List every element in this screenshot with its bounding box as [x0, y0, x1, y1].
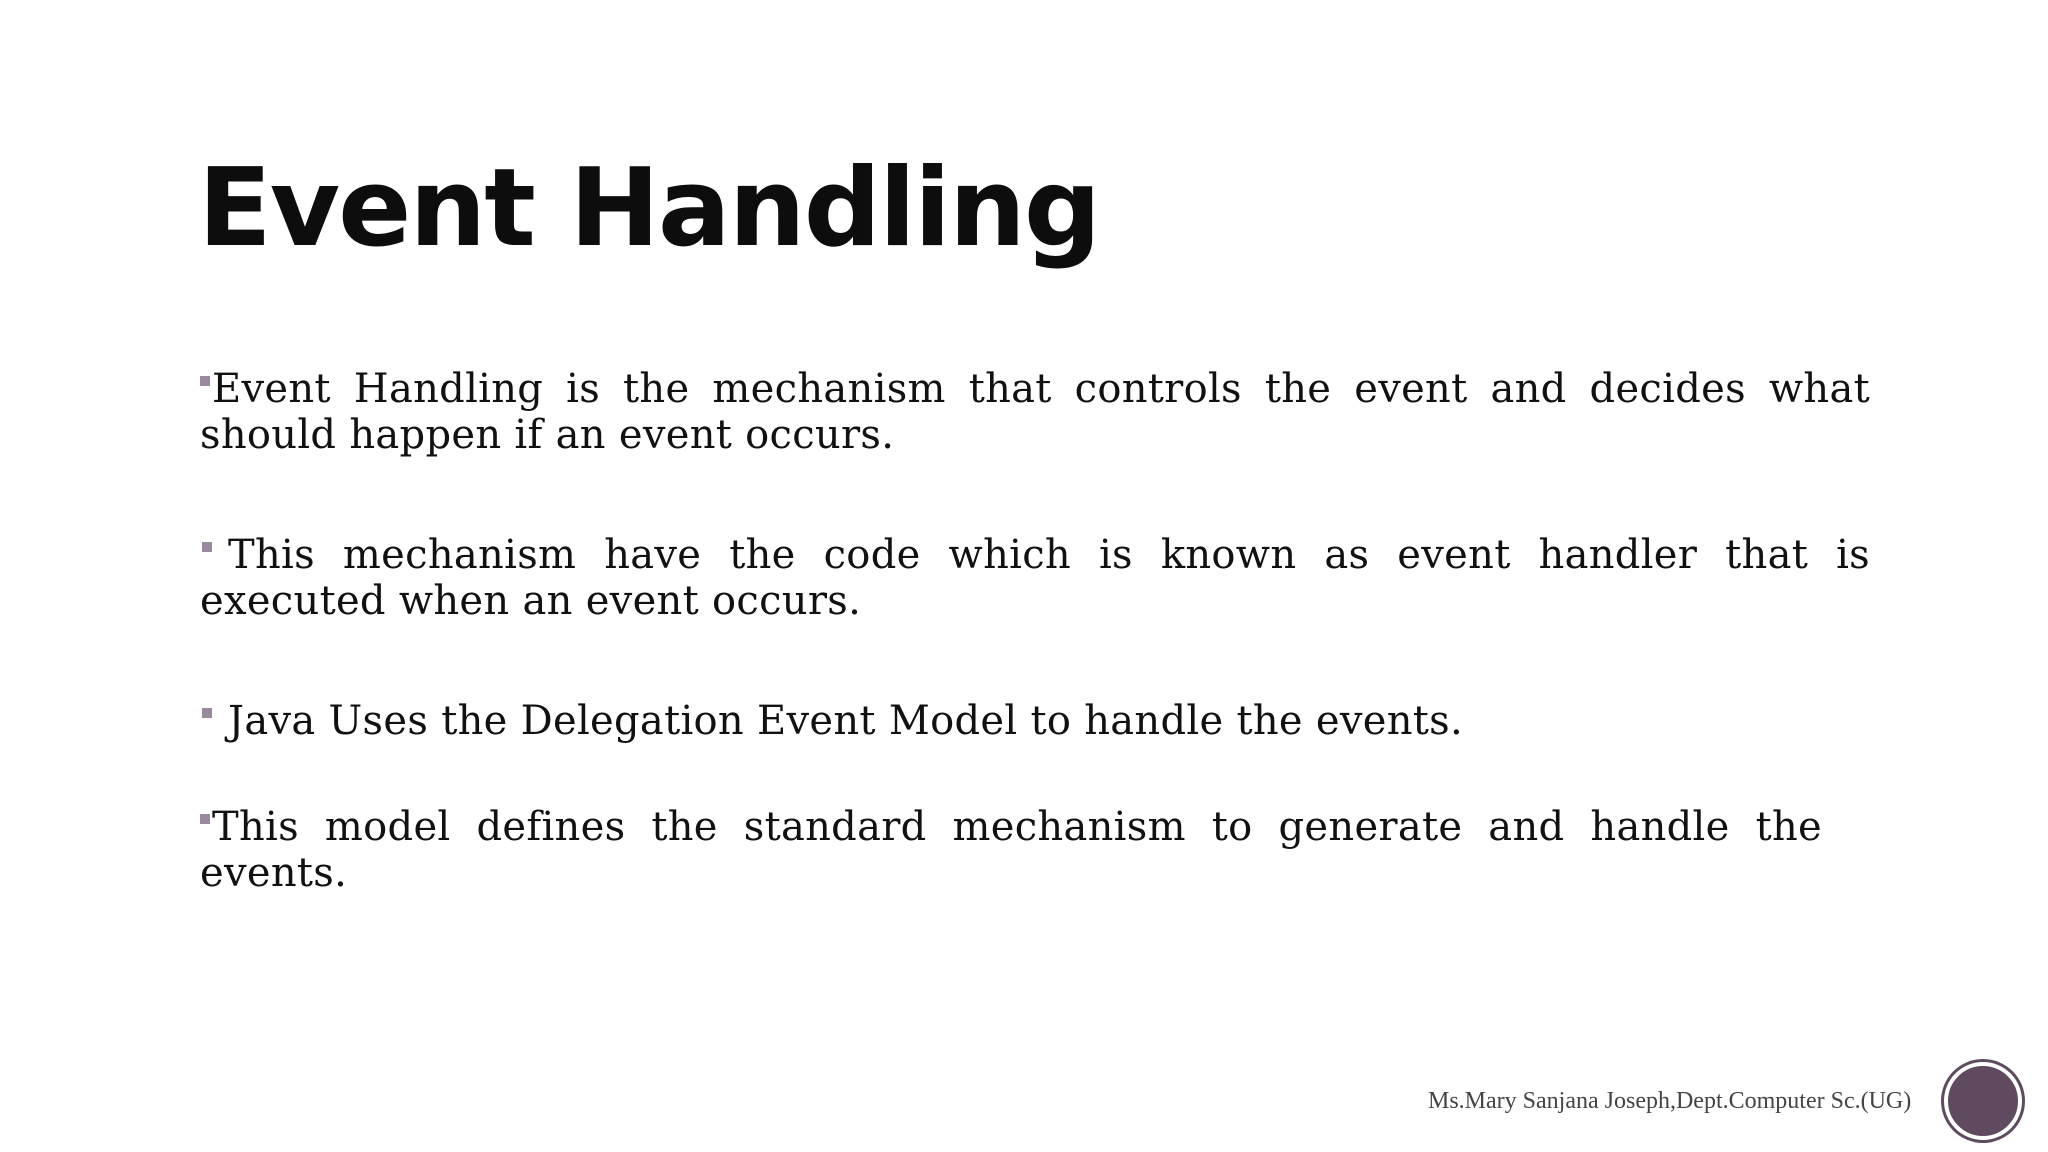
page-number-circle	[1944, 1062, 2022, 1140]
bullet-item	[200, 698, 1870, 744]
slide-footer: Ms.Mary Sanjana Joseph,Dept.Computer Sc.(UG)	[1428, 1088, 1912, 1114]
slide-title: Event Handling	[198, 146, 1100, 271]
bullet-item	[200, 366, 1870, 458]
bullet-square-icon	[200, 376, 210, 386]
bullet-item	[200, 532, 1870, 624]
bullet-text: This model defines the standard mechanism to generate and handle the events.	[200, 804, 1822, 896]
bullet-square-icon	[200, 814, 210, 824]
bullet-square-icon	[202, 542, 212, 552]
bullet-text: This mechanism have the code which is known as event handler that is executed when an event occurs.	[200, 532, 1870, 624]
bullet-item	[200, 804, 1822, 896]
bullet-text: Event Handling is the mechanism that controls the event and decides what should happen if an event occurs.	[200, 366, 1870, 458]
bullet-square-icon	[202, 708, 212, 718]
bullet-list	[200, 366, 1870, 896]
bullet-text: Java Uses the Delegation Event Model to handle the events.	[228, 698, 1464, 744]
